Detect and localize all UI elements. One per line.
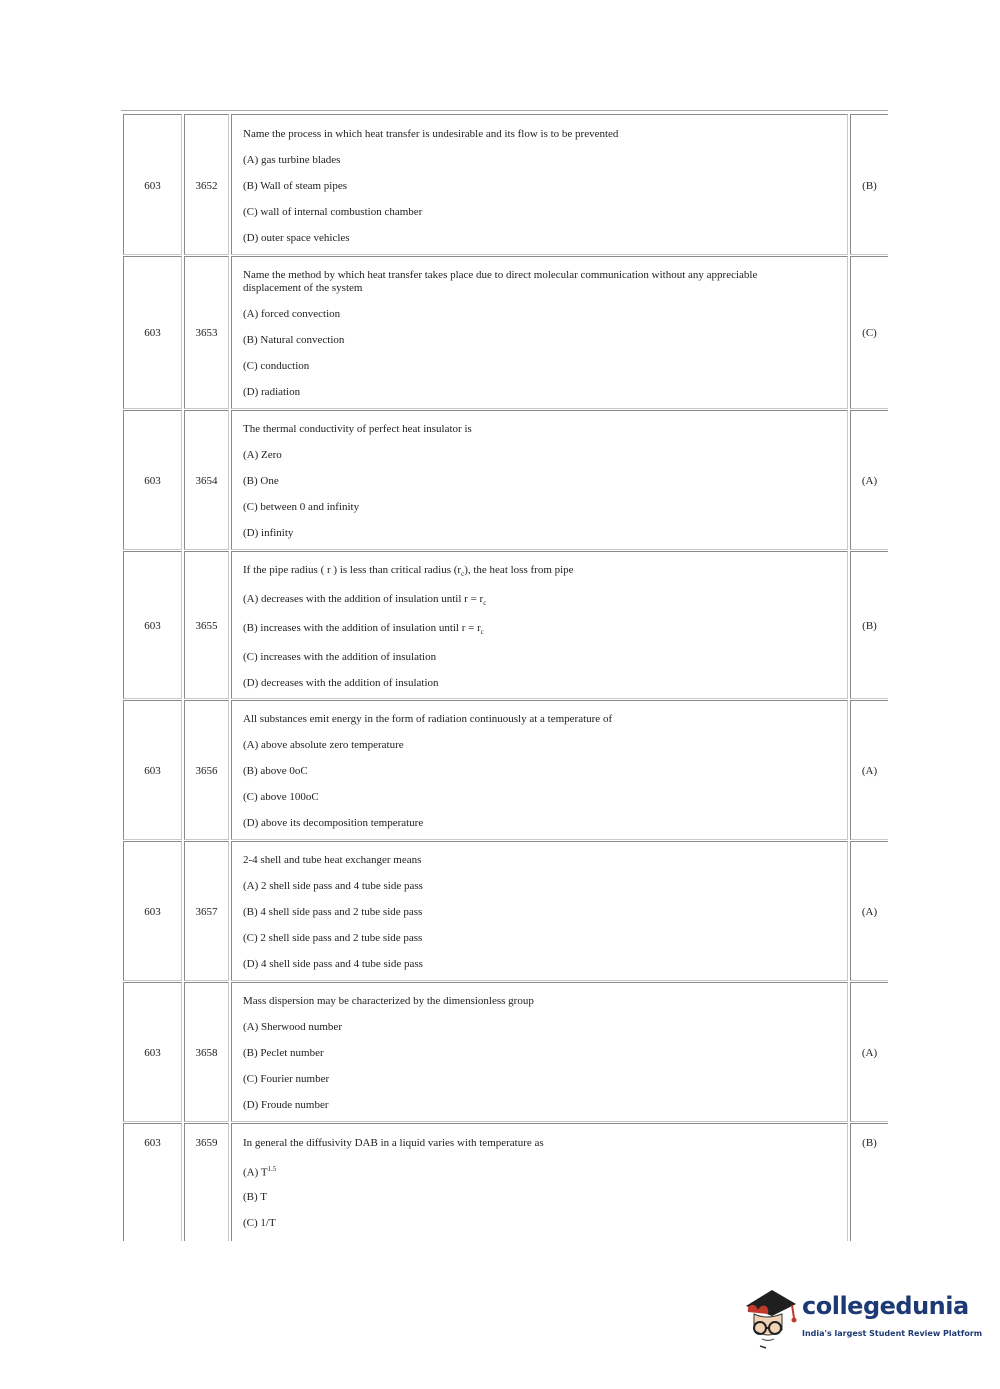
option-d: (D) decreases with the addition of insulation bbox=[243, 677, 439, 689]
option-b bbox=[243, 622, 484, 639]
question-text: In general the diffusivity DAB in a liquid varies with temperature as bbox=[243, 1137, 544, 1149]
question-cell bbox=[231, 410, 848, 550]
option-a bbox=[243, 1163, 276, 1180]
option-c: (C) Fourier number bbox=[243, 1073, 330, 1085]
table-row bbox=[121, 256, 888, 409]
brand-tagline: India's largest Student Review Platform bbox=[802, 1329, 983, 1338]
answer-cell bbox=[850, 841, 888, 981]
option-b-text: (B) increases with the addition of insulation until r = r bbox=[243, 622, 481, 634]
question-id-cell bbox=[184, 841, 229, 981]
subject-code-cell bbox=[123, 700, 182, 840]
answer-cell bbox=[850, 700, 888, 840]
option-b: (B) 4 shell side pass and 2 tube side pass bbox=[243, 906, 423, 918]
subject-code-cell bbox=[123, 410, 182, 550]
table-row bbox=[121, 982, 888, 1122]
option-d: (D) Froude number bbox=[243, 1099, 329, 1111]
table-row bbox=[121, 410, 888, 550]
subject-code: 603 bbox=[144, 620, 161, 632]
option-a: (A) Sherwood number bbox=[243, 1021, 342, 1033]
subject-code: 603 bbox=[144, 180, 161, 192]
question-id-cell bbox=[184, 551, 229, 699]
table-row bbox=[121, 841, 888, 981]
table-row bbox=[121, 1123, 888, 1241]
answer-key: (B) bbox=[862, 1137, 877, 1149]
option-c: (C) wall of internal combustion chamber bbox=[243, 206, 423, 218]
question-cell bbox=[231, 1123, 848, 1241]
question-id: 3656 bbox=[195, 765, 218, 777]
question-text: All substances emit energy in the form of radiation continuously at a temperature of bbox=[243, 713, 613, 725]
question-table bbox=[121, 110, 888, 1241]
option-d: (D) radiation bbox=[243, 386, 301, 398]
answer-cell bbox=[850, 1123, 888, 1241]
option-a-subscript: c bbox=[483, 599, 487, 608]
question-id-cell bbox=[184, 410, 229, 550]
option-c: (C) above 100oC bbox=[243, 791, 319, 803]
answer-key: (B) bbox=[862, 620, 877, 632]
option-d: (D) infinity bbox=[243, 527, 294, 539]
question-id-cell bbox=[184, 700, 229, 840]
answer-cell bbox=[850, 551, 888, 699]
question-id: 3654 bbox=[195, 475, 218, 487]
answer-key: (B) bbox=[862, 180, 877, 192]
question-text: Name the process in which heat transfer is undesirable and its flow is to be prevented bbox=[243, 128, 619, 140]
answer-key: (C) bbox=[862, 327, 877, 339]
question-text: The thermal conductivity of perfect heat insulator is bbox=[243, 423, 472, 435]
question-id: 3657 bbox=[195, 906, 218, 918]
question-cell bbox=[231, 114, 848, 255]
question-id-cell bbox=[184, 982, 229, 1122]
option-d: (D) outer space vehicles bbox=[243, 232, 350, 244]
table-row bbox=[121, 114, 888, 255]
question-text bbox=[243, 564, 807, 581]
option-b: (B) Peclet number bbox=[243, 1047, 324, 1059]
answer-key: (A) bbox=[861, 1047, 878, 1059]
option-d: (D) above its decomposition temperature bbox=[243, 817, 424, 829]
option-a-text: (A) decreases with the addition of insulation until r = r bbox=[243, 593, 484, 605]
table-row bbox=[121, 551, 888, 699]
answer-cell bbox=[850, 114, 888, 255]
option-a: (A) Zero bbox=[243, 449, 282, 461]
option-b: (B) Natural convection bbox=[243, 334, 345, 346]
option-a: (A) 2 shell side pass and 4 tube side pass bbox=[243, 880, 423, 892]
question-cell bbox=[231, 841, 848, 981]
option-c: (C) between 0 and infinity bbox=[243, 501, 360, 513]
answer-cell bbox=[850, 982, 888, 1122]
question-id: 3659 bbox=[195, 1137, 218, 1149]
question-cell bbox=[231, 551, 848, 699]
answer-cell bbox=[850, 410, 888, 550]
subject-code: 603 bbox=[144, 475, 161, 487]
table-top-rule bbox=[121, 110, 888, 111]
question-cell bbox=[231, 982, 848, 1122]
option-a-superscript: 1.5 bbox=[267, 1165, 277, 1173]
subject-code-cell bbox=[123, 256, 182, 409]
answer-key: (A) bbox=[861, 906, 878, 918]
option-b: (B) above 0oC bbox=[243, 765, 308, 777]
question-cell bbox=[231, 256, 848, 409]
subject-code: 603 bbox=[144, 906, 161, 918]
answer-key: (A) bbox=[861, 475, 878, 487]
option-b-subscript: c bbox=[480, 628, 484, 637]
question-text-tail: ), the heat loss from pipe bbox=[464, 564, 574, 576]
option-d: (D) 4 shell side pass and 4 tube side pass bbox=[243, 958, 423, 970]
question-id: 3655 bbox=[195, 620, 218, 632]
subject-code: 603 bbox=[144, 327, 161, 339]
question-subscript: c bbox=[461, 570, 465, 579]
option-a bbox=[243, 593, 486, 610]
subject-code-cell bbox=[123, 1123, 182, 1241]
option-c: (C) increases with the addition of insulation bbox=[243, 651, 437, 663]
option-a-text: (A) T bbox=[243, 1166, 268, 1179]
question-id-cell bbox=[184, 256, 229, 409]
question-id-cell bbox=[184, 114, 229, 255]
answer-cell bbox=[850, 256, 888, 409]
question-text: Mass dispersion may be characterized by the dimensionless group bbox=[243, 995, 534, 1007]
question-id: 3658 bbox=[195, 1047, 218, 1059]
option-c: (C) 1/T bbox=[243, 1217, 276, 1229]
option-b: (B) Wall of steam pipes bbox=[243, 180, 348, 192]
subject-code-cell bbox=[123, 982, 182, 1122]
option-b: (B) T bbox=[243, 1191, 267, 1203]
subject-code: 603 bbox=[144, 1047, 161, 1059]
brand-name: collegedunia bbox=[802, 1292, 969, 1320]
option-a: (A) forced convection bbox=[243, 308, 341, 320]
subject-code: 603 bbox=[144, 1137, 161, 1149]
mascot-icon bbox=[742, 1284, 800, 1350]
option-a: (A) gas turbine blades bbox=[243, 154, 341, 166]
question-text: 2-4 shell and tube heat exchanger means bbox=[243, 854, 422, 866]
subject-code-cell bbox=[123, 841, 182, 981]
question-id-cell bbox=[184, 1123, 229, 1241]
collegedunia-logo bbox=[742, 1284, 983, 1354]
option-c: (C) 2 shell side pass and 2 tube side pass bbox=[243, 932, 423, 944]
question-id: 3653 bbox=[195, 327, 218, 339]
option-a: (A) above absolute zero temperature bbox=[243, 739, 404, 751]
option-c: (C) conduction bbox=[243, 360, 310, 372]
subject-code-cell bbox=[123, 114, 182, 255]
answer-key: (A) bbox=[861, 765, 878, 777]
question-text-main: If the pipe radius ( r ) is less than critical radius (r bbox=[243, 564, 462, 576]
option-b: (B) One bbox=[243, 475, 279, 487]
subject-code: 603 bbox=[144, 765, 161, 777]
subject-code-cell bbox=[123, 551, 182, 699]
question-id: 3652 bbox=[195, 180, 218, 192]
question-text: Name the method by which heat transfer takes place due to direct molecular communication without any appreciable displacement of the system bbox=[243, 269, 758, 294]
question-cell bbox=[231, 700, 848, 840]
table-row bbox=[121, 700, 888, 840]
